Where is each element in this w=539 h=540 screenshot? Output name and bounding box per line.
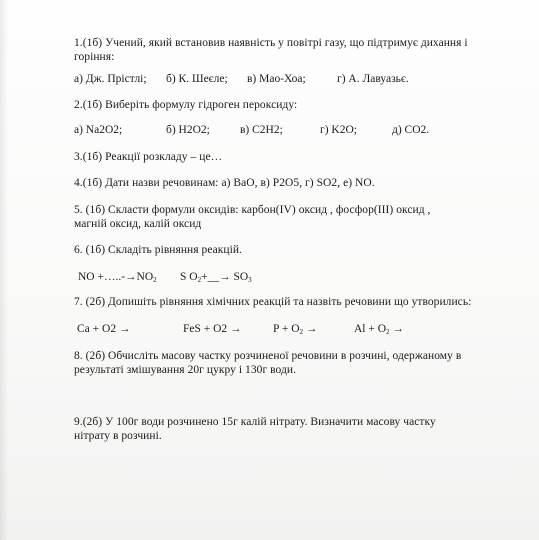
q7-eq4-part2: → [389,323,404,335]
q7-eq3-part2: → [303,323,318,335]
q2-option-e: д) CO2. [392,124,430,136]
q8-line1: 8. (2б) Обчисліть масову частку розчиненої речовини в розчині, одержаному в [74,350,462,362]
q8-line2: результаті змішування 20г цукру і 130г води. [74,364,297,376]
q1-line1: 1.(1б) Учений, який встановив наявність у повітрі газу, що підтримує дихання і [74,37,468,49]
q2-text: 2.(1б) Виберіть формулу гідроген пероксиду: [74,99,298,111]
q6-eq2-part2: +__→ SO [201,271,249,283]
q2-option-a: а) Na2O2; [74,124,123,136]
q6-text: 6. (1б) Складіть рівняння реакцій. [74,244,242,256]
q6-equation-1 [78,271,157,284]
q7-equation-4 [354,323,404,336]
q7-eq3-part1: P + O [273,323,300,335]
q7-eq4-sub: 2 [386,328,390,336]
q6-equation-2 [180,271,252,284]
q6-eq2-sub1: 2 [197,276,202,284]
q9-line1: 9.(2б) У 100г води розчинено 15г калій нітрату. Визначити масову частку [74,416,436,428]
q2-option-b: б) H2O2; [166,124,210,136]
q6-eq2-part1: S O [180,271,198,283]
q3-text: 3.(1б) Реакції розкладу – це… [74,151,223,163]
q1-option-c: в) Мао-Хоа; [247,73,306,85]
q2-option-c: в) C2H2; [240,124,283,136]
q7-equation-3 [273,323,317,336]
q1-option-d: г) А. Лавуазьє. [337,73,409,85]
q7-eq3-sub: 2 [299,328,304,336]
q7-eq2-text: FeS + O2 → [183,323,242,335]
q6-eq1-main: NO +…..-→NO [78,271,154,283]
q6-eq2-sub2: 3 [248,276,252,284]
page-shadow [0,0,8,540]
q5-line2: магній оксид, калій оксид [74,218,202,230]
q9-line2: нітрату в розчині. [74,430,162,442]
q4-text: 4.(1б) Дати назви речовинам: а) BaO, в) P2O5, г) SO2, е) NO. [74,177,375,189]
q7-eq4-part1: Al + O [354,323,387,335]
q1-line2: горіння: [74,51,115,63]
q5-line1: 5. (1б) Скласти формули оксидів: карбон(IV) оксид , фосфор(ІІІ) оксид , [74,204,431,216]
q7-equation-2 [183,323,242,336]
q7-equation-1 [77,323,130,336]
q6-eq1-sub: 2 [153,276,157,284]
q7-text: 7. (2б) Допишіть рівняння хімічних реакцій та назвіть речовини що утворились: [74,296,472,308]
q7-eq1-text: Ca + O2 → [77,323,131,335]
q1-option-b: б) К. Шеєле; [166,73,228,85]
q1-option-a: а) Дж. Прістлі; [74,73,147,85]
q2-option-d: г) K2O; [320,124,357,136]
